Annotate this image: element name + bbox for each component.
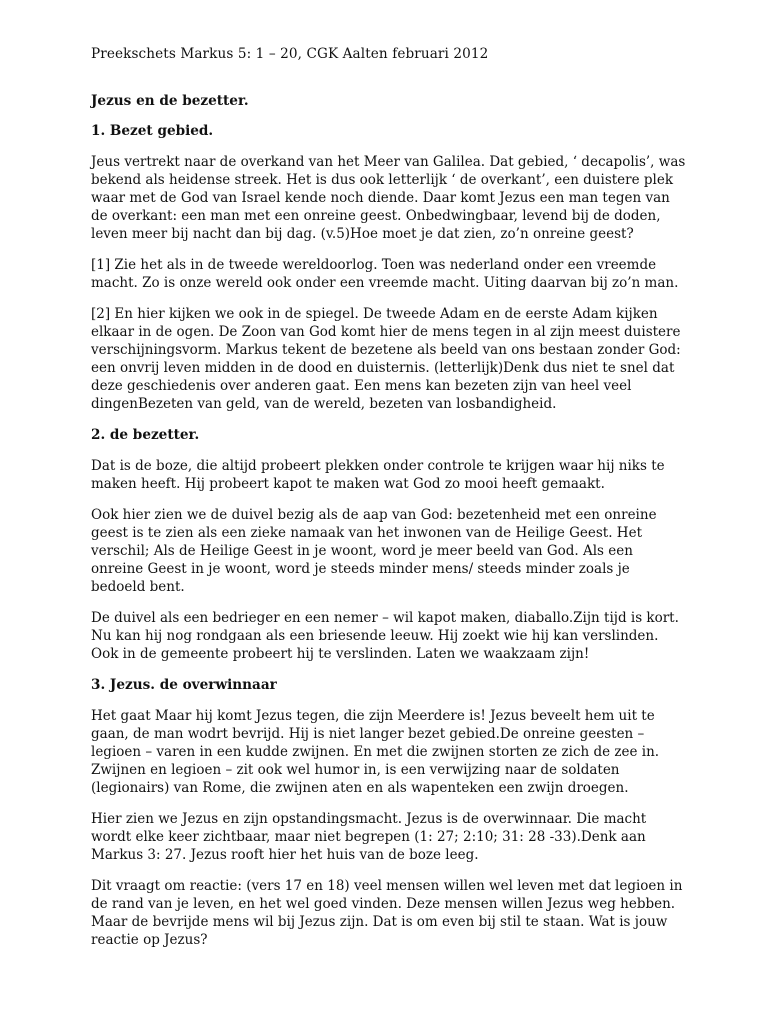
paragraph: De duivel als een bedrieger en een nemer – wil kapot maken, diaballo.Zijn tijd is kort. Nu kan hij nog rondgaan als een briesende leeuw. Hij zoekt wie hij kan verslinden. Ook in de gemeente probeert hij te verslinden. Laten we waakzaam zijn! (91, 610, 679, 662)
paragraph: Dat is de boze, die altijd probeert plekken onder controle te krijgen waar hij niks te maken heeft. Hij probeert kapot te maken wat God zo mooi heeft gemaakt. (91, 458, 665, 492)
section-heading: 3. Jezus. de overwinnaar (91, 677, 277, 693)
document-title: Jezus en de bezetter. (91, 93, 249, 109)
paragraph: Hier zien we Jezus en zijn opstandingsmacht. Jezus is de overwinnaar. Die macht wordt elke keer zichtbaar, maar niet begrepen (1: 27; 2:10; 31: 28 -33).Denk aan Markus 3: 27. Jezus rooft hier het huis van de boze leeg. (91, 811, 647, 863)
paragraph: Ook hier zien we de duivel bezig als de aap van God: bezetenheid met een onreine geest is te zien als een zieke namaak van het inwonen van de Heilige Geest. Het verschil; Als de Heilige Geest in je woont, word je meer beeld van God. Als een onreine Geest in je woont, word je steeds minder mens/ steeds minder zoals je bedoeld bent. (91, 507, 657, 595)
section-de-bezetter (91, 426, 688, 663)
paragraph: [2] En hier kijken we ook in de spiegel. De tweede Adam en de eerste Adam kijken elkaar in de ogen. De Zoon van God komt hier de mens tegen in al zijn meest duistere verschijningsvorm. Markus tekent de bezetene als beeld van ons bestaan zonder God: een onvrij leven midden in de dood en duisternis. (letterlijk)Denk dus niet te snel dat deze geschiedenis over anderen gaat. Een mens kan bezeten zijn van heel veel dingenBezeten van geld, van de wereld, bezeten van losbandigheid. (91, 306, 681, 412)
section-heading: 2. de bezetter. (91, 427, 200, 443)
section-heading: 1. Bezet gebied. (91, 123, 214, 139)
document-header: Preekschets Markus 5: 1 – 20, CGK Aalten februari 2012 (91, 46, 489, 62)
paragraph: Jeus vertrekt naar de overkand van het Meer van Galilea. Dat gebied, ‘ decapolis’, was bekend als heidense streek. Het is dus ook letterlijk ‘ de overkant’, een duistere plek waar met de God van Israel kende noch diende. Daar komt Jezus een man tegen van de overkant: een man met een onreine geest. Onbedwingbaar, levend bij de doden, leven meer bij nacht dan bij dag. (v.5)Hoe moet je dat zien, zo’n onreine geest? (91, 154, 686, 242)
section-overwinnaar (91, 676, 688, 949)
paragraph: [1] Zie het als in de tweede wereldoorlog. Toen was nederland onder een vreemde macht. Zo is onze wereld ook onder een vreemde macht. Uiting daarvan bij zo’n man. (91, 257, 679, 291)
paragraph: Het gaat Maar hij komt Jezus tegen, die zijn Meerdere is! Jezus beveelt hem uit te gaan, de man wodrt bevrijd. Hij is niet langer bezet gebied.De onreine geesten – legioen – varen in een kudde zwijnen. En met die zwijnen storten ze zich de zee in. Zwijnen en legioen – zit ook wel humor in, is een verwijzing naar de soldaten (legionairs) van Rome, die zwijnen aten en als wapenteken een zwijn droegen. (91, 708, 660, 796)
paragraph: Dit vraagt om reactie: (vers 17 en 18) veel mensen willen wel leven met dat legioen in de rand van je leven, en het wel goed vinden. Deze mensen willen Jezus weg hebben. Maar de bevrijde mens wil bij Jezus zijn. Dat is om even bij stil te staan. Wat is jouw reactie op Jezus? (91, 878, 683, 948)
section-bezet-gebied (91, 122, 688, 413)
